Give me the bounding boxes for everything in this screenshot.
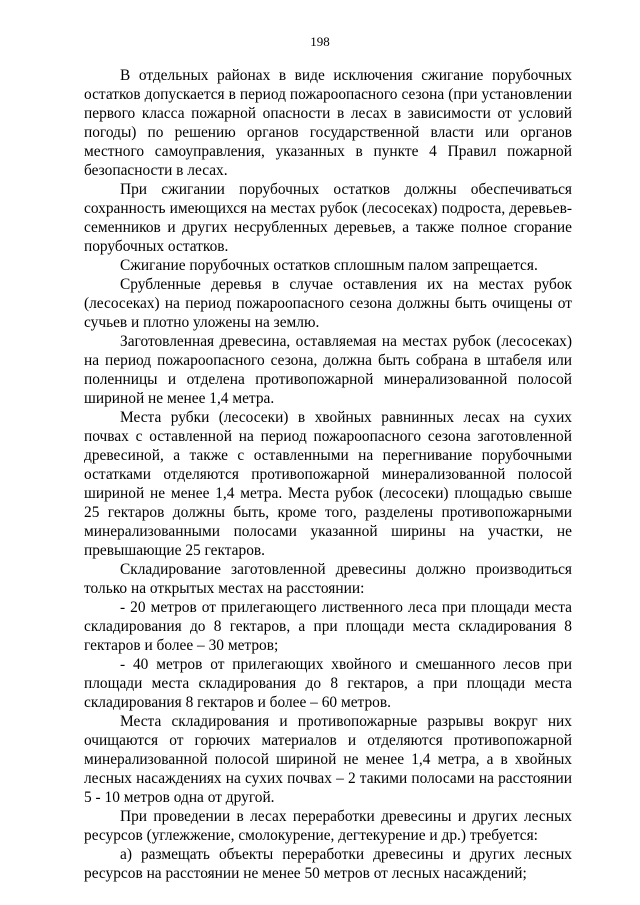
paragraph-burning-exception: В отдельных районах в виде исключения сжигание порубочных остатков допускается в период пожароопасного сезона (при установлении первого класса пожарной опасности в лесах в зависимости от условий погоды) по решению органов государственной власти или органов местного самоуправления, указанных в пункте 4 Правил пожарной безопасности в лесах. — [84, 67, 572, 179]
list-item-deciduous-distance: - 20 метров от прилегающего лиственного леса при площади места складирования до 8 гектаров, а при площади места складирования 8 гектаров и более – 30 метров; — [84, 599, 572, 654]
list-item-coniferous-distance: - 40 метров от прилегающих хвойного и смешанного лесов при площади места складирования до 8 гектаров, а при площади места складирования 8 гектаров и более – 60 метров. — [84, 656, 572, 711]
paragraph-burning-conditions: При сжигании порубочных остатков должны обеспечиваться сохранность имеющихся на местах рубок (лесосеках) подроста, деревьев-семенников и других несрубленных деревьев, а также полное сгорание порубочных остатков. — [84, 181, 572, 255]
list-item-processing-distance: а) размещать объекты переработки древесины и других лесных ресурсов на расстоянии не менее 50 метров от лесных насаждений; — [84, 846, 572, 882]
paragraph-felled-trees: Срубленные деревья в случае оставления их на местах рубок (лесосеках) на период пожароопасного сезона должны быть очищены от сучьев и плотно уложены на землю. — [84, 276, 572, 331]
paragraph-harvested-wood: Заготовленная древесина, оставляемая на местах рубок (лесосеках) на период пожароопасного сезона, должна быть собрана в штабеля или поленницы и отделена противопожарной минерализованной полосой шириной не менее 1,4 метра. — [84, 333, 572, 407]
paragraph-storage-intro: Складирование заготовленной древесины должно производиться только на открытых местах на расстоянии: — [84, 561, 572, 597]
paragraph-processing-intro: При проведении в лесах переработки древесины и других лесных ресурсов (углежжение, смолокурение, дегтекурение и др.) требуется: — [84, 808, 572, 844]
paragraph-felling-sites: Места рубки (лесосеки) в хвойных равнинных лесах на сухих почвах с оставленной на период пожароопасного сезона заготовленной древесиной, а также с оставленными на перегнивание порубочными остатками отделяются противопожарной минерализованной полосой шириной не менее 1,4 метра. Места рубок (лесосеки) площадью свыше 25 гектаров должны быть, кроме того, разделены противопожарными минерализованными полосами указанной ширины на участки, не превышающие 25 гектаров. — [84, 409, 572, 559]
paragraph-continuous-fire-ban: Сжигание порубочных остатков сплошным палом запрещается. — [120, 257, 538, 274]
page-number: 198 — [310, 34, 330, 49]
paragraph-storage-clearing: Места складирования и противопожарные разрывы вокруг них очищаются от горючих материалов и отделяются противопожарной минерализованной полосой шириной не менее 1,4 метра, а в хвойных лесных насаждениях на сухих почвах – 2 такими полосами на расстоянии 5 - 10 метров одна от другой. — [84, 713, 572, 806]
document-body — [84, 66, 572, 883]
